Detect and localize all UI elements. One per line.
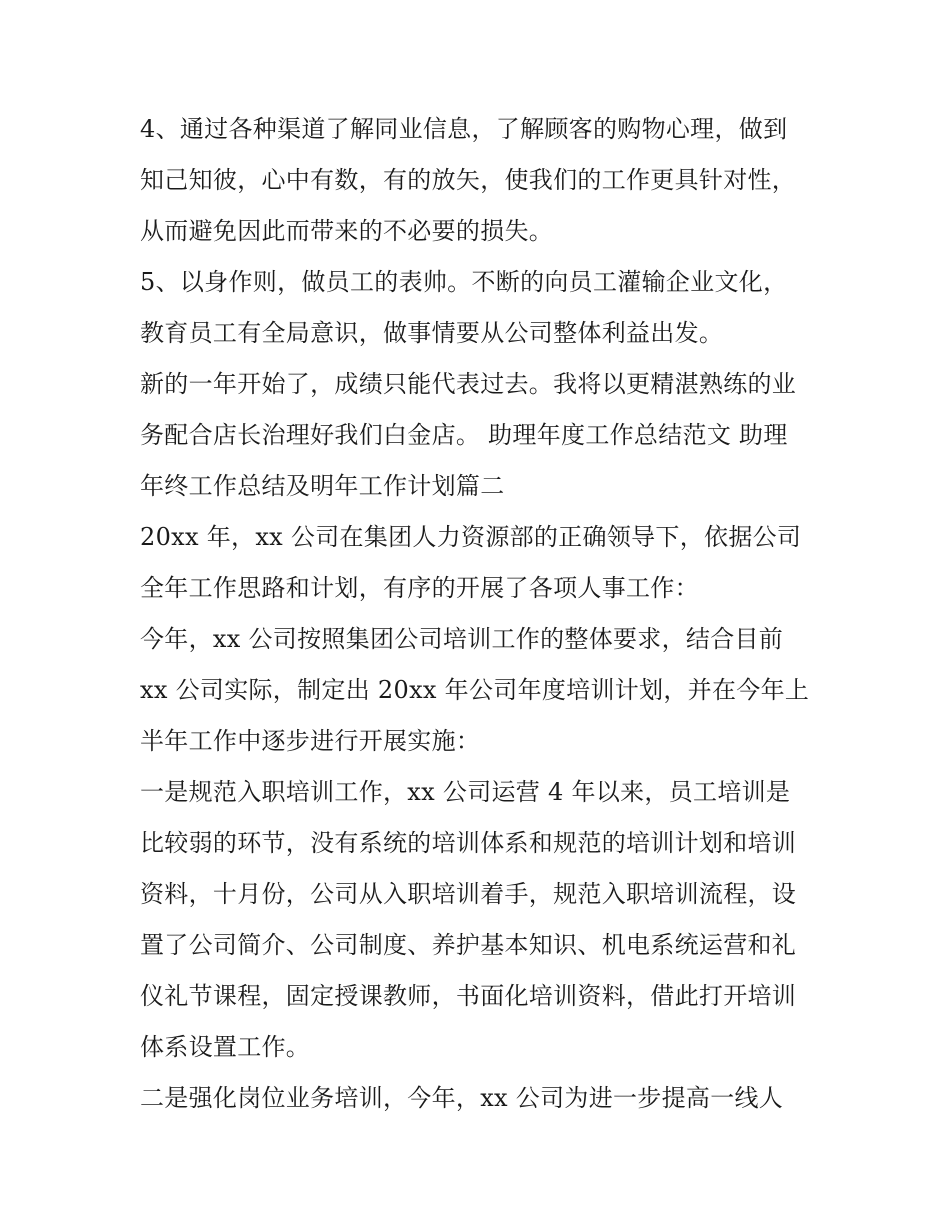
text-line: 知己知彼，心中有数，有的放矢，使我们的工作更具针对性， bbox=[140, 166, 797, 194]
text-line: 一是规范入职培训工作，xx 公司运营 4 年以来，员工培训是 bbox=[140, 778, 791, 806]
text-line: 年终工作总结及明年工作计划篇二 bbox=[140, 472, 505, 500]
text-line: 比较弱的环节，没有系统的培训体系和规范的培训计划和培训 bbox=[140, 829, 797, 857]
document-body bbox=[140, 104, 820, 1124]
text-line: 置了公司简介、公司制度、养护基本知识、机电系统运营和礼 bbox=[140, 931, 797, 959]
text-line: 5、以身作则，做员工的表帅。不断的向员工灌输企业文化， bbox=[140, 268, 788, 296]
text-line: 从而避免因此而带来的不必要的损失。 bbox=[140, 217, 554, 245]
text-line: 务配合店长治理好我们白金店。 助理年度工作总结范文 助理 bbox=[140, 421, 788, 449]
text-line: 全年工作思路和计划，有序的开展了各项人事工作： bbox=[140, 574, 699, 602]
text-line: 20xx 年，xx 公司在集团人力资源部的正确领导下，依据公司 bbox=[140, 523, 802, 551]
text-line: 资料，十月份，公司从入职培训着手，规范入职培训流程，设 bbox=[140, 880, 797, 908]
text-line: 4、通过各种渠道了解同业信息，了解顾客的购物心理，做到 bbox=[140, 115, 788, 143]
text-line: 新的一年开始了，成绩只能代表过去。我将以更精湛熟练的业 bbox=[140, 370, 797, 398]
text-line: 今年，xx 公司按照集团公司培训工作的整体要求，结合目前 bbox=[140, 625, 784, 653]
text-line: 二是强化岗位业务培训，今年，xx 公司为进一步提高一线人 bbox=[140, 1084, 784, 1112]
text-line: 仪礼节课程，固定授课教师，书面化培训资料，借此打开培训 bbox=[140, 982, 797, 1010]
text-line: 教育员工有全局意识，做事情要从公司整体利益出发。 bbox=[140, 319, 724, 347]
text-line: 半年工作中逐步进行开展实施： bbox=[140, 727, 481, 755]
text-line: xx 公司实际，制定出 20xx 年公司年度培训计划，并在今年上 bbox=[140, 676, 810, 704]
text-line: 体系设置工作。 bbox=[140, 1033, 311, 1061]
